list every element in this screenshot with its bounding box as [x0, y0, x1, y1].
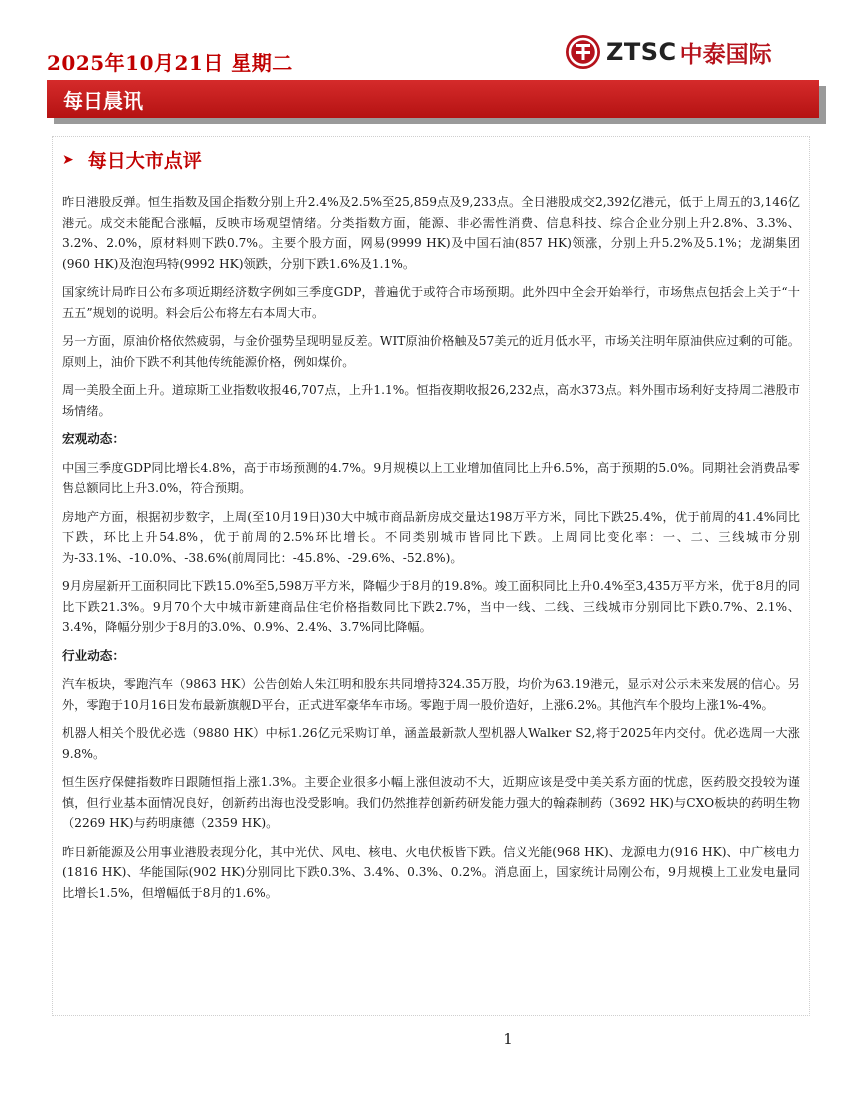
- paragraph-us-market: 周一美股全面上升。道琼斯工业指数收报46,707点，上升1.1%。恒指夜期收报26,232点，高水373点。料外围市场利好支持周二港股市场情绪。: [62, 383, 800, 418]
- paragraph-statistics: 国家统计局昨日公布多项近期经济数字例如三季度GDP，普遍优于或符合市场预期。此外四中全会开始举行，市场焦点包括会上关于“十五五”规划的说明。料会后公布将左右本周大市。: [62, 285, 800, 320]
- paragraph-housing-starts: 9月房屋新开工面积同比下跌15.0%至5,598万平方米，降幅少于8月的19.8%。竣工面积同比上升0.4%至3,435万平方米，优于8月的同比下跌21.3%。9月70个大中城市新建商品住宅价格指数同比下跌2.7%，当中一线、二线、三线城市分别同比下跌0.7%、2.1%、3.4%，降幅分别少于8月的3.0%、0.9%、2.4%、3.7%同比降幅。: [62, 579, 800, 634]
- article-body: [62, 192, 800, 911]
- paragraph-market-summary: 昨日港股反弹。恒生指数及国企指数分别上升2.4%及2.5%至25,859点及9,233点。全日港股成交2,392亿港元，低于上周五的3,146亿港元。成交未能配合涨幅，反映市场观望情绪。分类指数方面，能源、非必需性消费、信息科技、综合企业分别上升2.8%、3.3%、3.2%、2.0%，原材料则下跌0.7%。主要个股方面，网易(9999 HK)及中国石油(857 HK)领涨，分别上升5.2%及5.1%；龙湖集团(960 HK)及泡泡玛特(9992 HK)领跌，分别下跌1.6%及1.1%。: [62, 195, 800, 271]
- arrow-right-icon: ➤: [62, 151, 74, 168]
- page-number: 1: [503, 1030, 513, 1048]
- paragraph-auto: 汽车板块，零跑汽车（9863 HK）公告创始人朱江明和股东共同增持324.35万股，均价为63.19港元，显示对公示未来发展的信心。另外，零跑于10月16日发布最新旗舰D平台，正式进军豪华车市场。零跑于周一股价造好，上涨6.2%。其他汽车个股均上涨1%-4%。: [62, 677, 800, 712]
- logo-text-en: ZTSC: [606, 38, 677, 66]
- paragraph-oil: 另一方面，原油价格依然疲弱，与金价强势呈现明显反差。WIT原油价格触及57美元的近月低水平，市场关注明年原油供应过剩的可能。原则上，油价下跌不利其他传统能源价格，例如煤价。: [62, 334, 800, 369]
- title-banner: [47, 80, 819, 118]
- industry-heading: 行业动态：: [62, 647, 125, 663]
- macro-heading: 宏观动态：: [62, 431, 125, 446]
- banner-title: 每日晨讯: [63, 88, 143, 113]
- paragraph-energy: 昨日新能源及公用事业港股表现分化，其中光伏、风电、核电、火电伏板皆下跌。信义光能(968 HK)、龙源电力(916 HK)、中广核电力(1816 HK)、华能国际(902 HK)分别同比下跌0.3%、3.4%、0.3%、0.2%。消息面上，国家统计局刚公布，9月规模上工业发电量同比增长1.5%，但增幅低于8月的1.6%。: [62, 844, 800, 900]
- paragraph-robotics: 机器人相关个股优必选（9880 HK）中标1.26亿元采购订单，涵盖最新款人型机器人Walker S2,将于2025年内交付。优必选周一大涨9.8%。: [62, 726, 800, 761]
- paragraph-gdp: 中国三季度GDP同比增长4.8%，高于市场预测的4.7%。9月规模以上工业增加值同比上升6.5%，高于预期的5.0%。同期社会消费品零售总额同比上升3.0%，符合预期。: [62, 460, 800, 495]
- paragraph-property: 房地产方面，根据初步数字，上周(至10月19日)30大中城市商品新房成交量达198万平方米，同比下跌25.4%，优于前周的41.4%同比下跌，环比上升54.8%，优于前周的2.5%环比增长。不同类别城市皆同比下跌。上周同比变化率：一、二、三线城市分别为-33.1%、-10.0%、-38.6%(前周同比：-45.8%、-29.6%、-52.8%)。: [62, 509, 800, 565]
- section-heading: [62, 146, 202, 173]
- section-title: 每日大市点评: [87, 150, 202, 172]
- report-date: 2025年10月21日 星期二: [47, 51, 293, 75]
- logo-text-cn: 中泰国际: [679, 41, 772, 68]
- paragraph-healthcare: 恒生医疗保健指数昨日跟随恒指上涨1.3%。主要企业很多小幅上涨但波动不大，近期应该是受中美关系方面的忧虑，医药股交投较为谨慎，但行业基本面情况良好，创新药出海也没受影响。我们仍然推荐创新药研发能力强大的翰森制药（3692 HK)与CXO板块的药明生物（2269 HK)与药明康德（2359 HK)。: [62, 775, 800, 830]
- company-logo: [566, 34, 772, 70]
- logo-mark-icon: [566, 35, 600, 69]
